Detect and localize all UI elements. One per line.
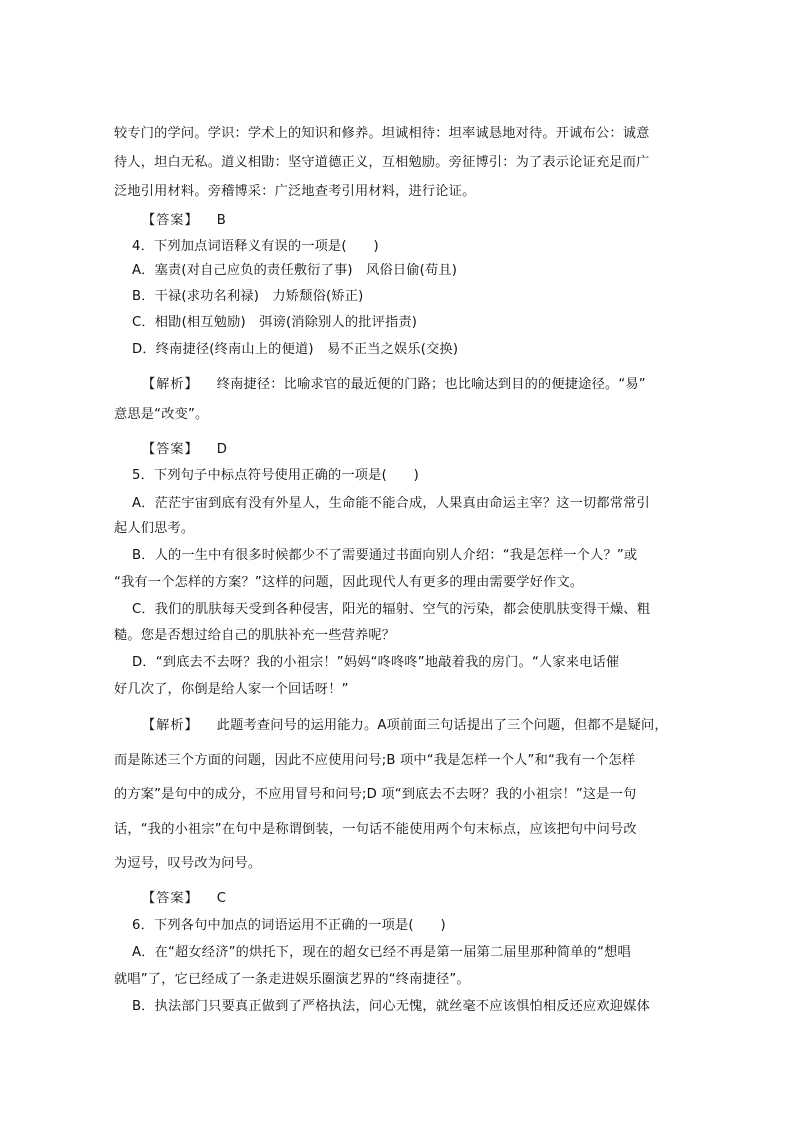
paragraph-line: 泛地引用材料。旁稽博采：广泛地查考引用材料，进行论证。 xyxy=(114,184,476,199)
analysis-text: 此题考查问号的运用能力。A项前面三句话提出了三个问题，但都不是疑问， xyxy=(216,718,668,733)
question-stem: 4．下列加点词语释义有误的一项是( ) xyxy=(132,239,379,254)
question-option: B．人的一生中有很多时候都少不了需要通过书面向别人介绍：“我是怎样一个人？”或 xyxy=(132,548,638,563)
question-option: A．茫茫宇宙到底有没有外星人，生命能不能合成，人果真由命运主宰？这一切都常常引 xyxy=(132,496,650,511)
analysis-line xyxy=(142,375,718,395)
answer-tag: 【答案】 xyxy=(142,213,199,228)
question-stem: 5．下列句子中标点符号使用正确的一项是( ) xyxy=(132,468,420,483)
question-option: C．我们的肌肤每天受到各种侵害，阳光的辐射、空气的污染，都会使肌肤变得干燥、粗 xyxy=(132,602,651,617)
question-option: A．塞责(对自己应负的责任敷衍了事) 风俗日偷(苟且) xyxy=(132,263,458,278)
question-option: C．相勖(相互勉励) 弭谤(消除别人的批评指责) xyxy=(132,315,418,330)
analysis-text: 终南捷径：比喻求官的最近便的门路；也比喻达到目的的便捷途径。“易” xyxy=(216,377,646,392)
question-option: 糙。您是否想过给自己的肌肤补充一些营养呢？ xyxy=(114,628,396,643)
question-option: D．“到底去不去呀？我的小祖宗！”妈妈“咚咚咚”地敲着我的房门。“人家来电话催 xyxy=(132,655,620,670)
question-option: B．干禄(求功名利禄) 力矫颓俗(矫正) xyxy=(132,289,364,304)
analysis-tag: 【解析】 xyxy=(142,718,199,733)
answer-value: D xyxy=(216,442,228,457)
question-option: B．执法部门只要真正做到了严格执法，问心无愧，就丝毫不应该惧怕相反还应欢迎媒体 xyxy=(132,999,650,1014)
analysis-line: 话，“我的小祖宗”在句中是称谓倒装，一句话不能使用两个句末标点，应该把句中问号改 xyxy=(114,822,637,837)
analysis-tag: 【解析】 xyxy=(142,377,199,392)
analysis-line: 的方案”是句中的成分，不应用冒号和问号;D 项“到底去不去呀？我的小祖宗！”这是一句 xyxy=(114,787,637,802)
question-option: 就唱”了，它已经成了一条走进娱乐圈演艺界的“终南捷径”。 xyxy=(114,972,470,987)
answer-value: C xyxy=(216,891,227,906)
question-option: A．在“超女经济”的烘托下，现在的超女已经不再是第一届第二届里那种简单的“想唱 xyxy=(132,945,631,960)
analysis-line: 而是陈述三个方面的问题，因此不应使用问号;B 项中“我是怎样一个人”和“我有一个怎样 xyxy=(114,753,636,768)
question-option: D．终南捷径(终南山上的便道) 易不正当之娱乐(交换) xyxy=(132,342,459,357)
question-option: “我有一个怎样的方案？”这样的问题，因此现代人有更多的理由需要学好作文。 xyxy=(114,575,584,590)
answer-line xyxy=(142,889,718,909)
analysis-line: 为逗号，叹号改为问号。 xyxy=(114,856,262,871)
paragraph-line: 较专门的学问。学识：学术上的知识和修养。坦诚相待：坦率诚恳地对待。开诚布公：诚意 xyxy=(114,126,650,141)
question-stem: 6．下列各句中加点的词语运用不正确的一项是( ) xyxy=(132,918,446,933)
answer-tag: 【答案】 xyxy=(142,442,199,457)
question-option: 好几次了，你倒是给人家一个回话呀！” xyxy=(114,682,349,697)
answer-value: B xyxy=(216,213,226,228)
answer-tag: 【答案】 xyxy=(142,891,199,906)
question-option: 起人们思考。 xyxy=(114,521,195,536)
analysis-line: 意思是“改变”。 xyxy=(114,407,209,422)
paragraph-line: 待人，坦白无私。道义相勖：坚守道德正义，互相勉励。旁征博引：为了表示论证充足而广 xyxy=(114,155,650,170)
analysis-line xyxy=(142,716,718,736)
answer-line xyxy=(142,440,718,460)
answer-line xyxy=(142,211,718,231)
